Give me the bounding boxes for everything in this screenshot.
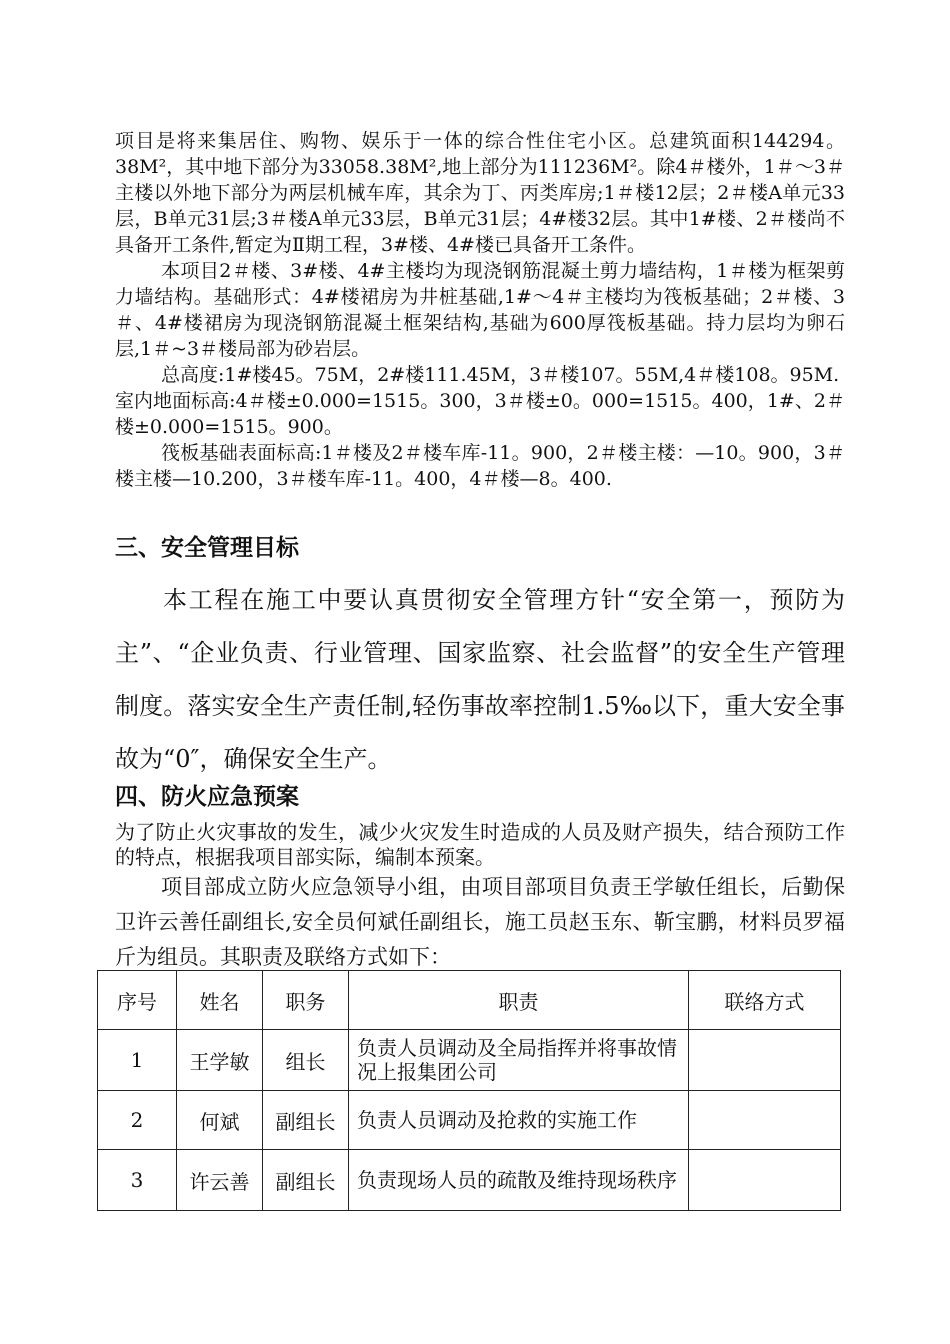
header-duty: 职责 [349,971,689,1030]
table-row [98,1150,841,1211]
emergency-team-table [97,970,841,1211]
overview-paragraph-2: 本项目2＃楼、3#楼、4#主楼均为现浇钢筋混凝土剪力墙结构，1＃楼为框架剪力墙结构。基础形式：4#楼裙房为井桩基础,1#～4＃主楼均为筏板基础；2＃楼、3＃、4#楼裙房为现浇钢筋混凝土框架结构,基础为600厚筏板基础。持力层均为卵石层,1＃~3＃楼局部为砂岩层。 [115,260,845,360]
cell-contact [689,1091,841,1150]
cell-duty: 负责现场人员的疏散及维持现场秩序 [349,1150,689,1211]
overview-paragraph-1: 项目是将来集居住、购物、娱乐于一体的综合性住宅小区。总建筑面积144294。38M²，其中地下部分为33058.38M²,地上部分为111236M²。除4＃楼外，1＃～3＃主楼以外地下部分为两层机械车库，其余为丁、丙类库房;1＃楼12层；2＃楼A单元33层，B单元31层;3＃楼A单元33层，B单元31层；4#楼32层。其中1#楼、2＃楼尚不具备开工条件,暂定为Ⅱ期工程，3#楼、4#楼已具备开工条件。 [115,130,845,256]
cell-position: 副组长 [263,1150,349,1211]
cell-position: 组长 [263,1030,349,1091]
header-position: 职务 [263,971,349,1030]
cell-name: 王学敏 [177,1030,263,1091]
section-4-paragraph-1: 为了防止火灾事故的发生，减少火灾发生时造成的人员及财产损失，结合预防工作的特点，根据我项目部实际，编制本预案。 [115,820,845,869]
cell-index: 2 [98,1091,177,1150]
cell-duty: 负责人员调动及抢救的实施工作 [349,1091,689,1150]
header-contact: 联络方式 [689,971,841,1030]
section-4-paragraph-2: 项目部成立防火应急领导小组，由项目部项目负责王学敏任组长，后勤保卫许云善任副组长,安全员何斌任副组长，施工员赵玉东、靳宝鹏，材料员罗福斤为组员。其职责及联络方式如下： [115,875,845,969]
overview-paragraph-5: 筏板基础表面标高:1＃楼及2＃楼车库-11。900，2＃楼主楼：—10。900，3＃楼主楼—10.200，3＃楼车库-11。400，4＃楼—8。400. [115,442,845,490]
section-3-heading: 三、安全管理目标 [115,534,299,561]
table-row [98,1091,841,1150]
cell-name: 何斌 [177,1091,263,1150]
cell-index: 3 [98,1150,177,1211]
section-fire-plan-body [115,820,845,975]
cell-index: 1 [98,1030,177,1091]
header-name: 姓名 [177,971,263,1030]
cell-contact [689,1150,841,1211]
section-3-body: 本工程在施工中要认真贯彻安全管理方针“安全第一，预防为主”、“企业负责、行业管理、国家监察、社会监督”的安全生产管理制度。落实安全生产责任制,轻伤事故率控制1.5‰以下，重大安全事故为“0″，确保安全生产。 [115,586,845,773]
overview-paragraph-3: 总高度:1#楼45。75M，2#楼111.45M，3＃楼107。55M,4＃楼108。95M. [161,364,840,386]
header-index: 序号 [98,971,177,1030]
section-4-heading: 四、防火应急预案 [115,783,299,810]
section-safety-goal [115,533,845,563]
section-fire-plan [115,782,845,812]
cell-name: 许云善 [177,1150,263,1211]
section-safety-goal-body [115,574,845,786]
cell-position: 副组长 [263,1091,349,1150]
overview-paragraph-4: 室内地面标高:4＃楼±0.000=1515。300，3＃楼±0。000=1515。400，1#、2＃楼±0.000=1515。900。 [115,390,845,438]
table-header-row [98,971,841,1030]
cell-contact [689,1030,841,1091]
cell-duty: 负责人员调动及全局指挥并将事故情况上报集团公司 [349,1030,689,1091]
table-row [98,1030,841,1091]
project-overview [115,128,845,492]
